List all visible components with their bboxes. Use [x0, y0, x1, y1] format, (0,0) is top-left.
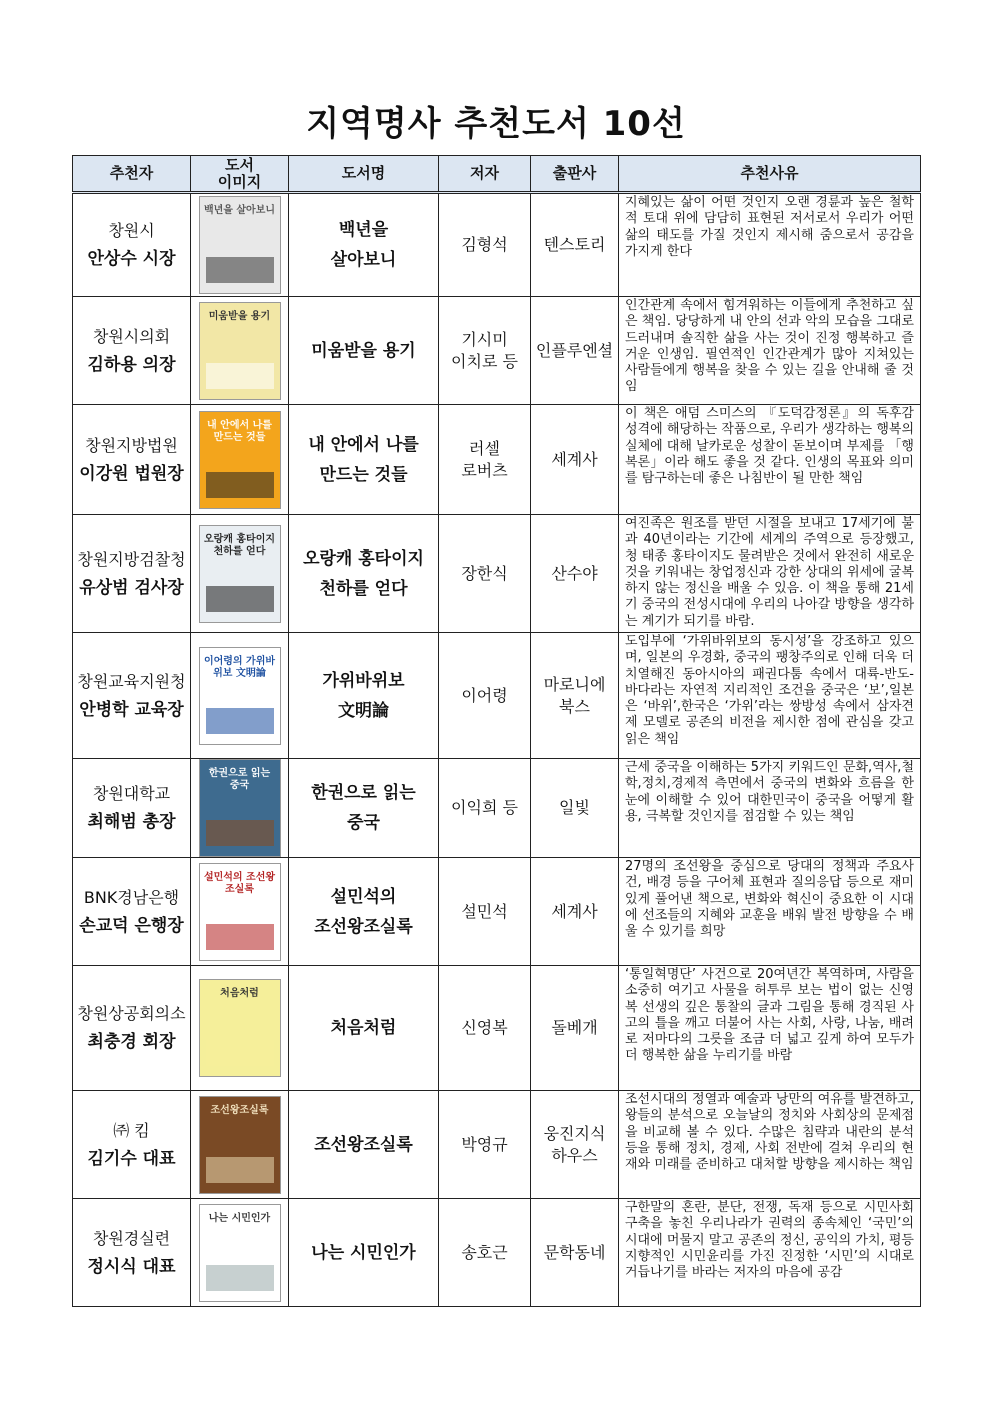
table-row: [73, 193, 921, 297]
recommender-org: 창원시: [108, 221, 155, 240]
header-row: [73, 156, 921, 193]
book-cover-image: [199, 1204, 281, 1302]
book-title-cell: [289, 405, 439, 515]
book-title-cell: [289, 515, 439, 633]
book-title-line2: 만드는 것들: [319, 464, 408, 485]
book-cover-image: [199, 1096, 281, 1194]
recommender-cell: [73, 1199, 191, 1307]
recommender-cell: [73, 966, 191, 1091]
recommender-cell: [73, 193, 191, 297]
author-line1: 설민석: [461, 901, 508, 921]
cover-art: [206, 1040, 274, 1066]
header-reason: 추천사유: [619, 156, 921, 193]
reason-cell: [619, 966, 921, 1091]
cover-art: [206, 586, 274, 612]
reason-text: 조선시대의 정열과 예술과 낭만의 여유를 발견하고, 왕들의 분석으로 오늘날의 정치와 사회상의 문제점을 비교해 볼 수 있다. 수많은 침략과 내란의 분석 등을 통해 정치, 경제, 사회 전반에 걸쳐 우리의 현재와 미래를 준비하고 대처할 방향을 제시하는 책임: [625, 1092, 914, 1173]
publisher-line1: 마로니에: [543, 674, 606, 694]
reason-text: 지혜있는 삶이 어떤 것인지 오랜 경륜과 높은 철학적 토대 위에 담담히 표현된 저서로서 우리가 어떤 삶의 태도를 가질 것인지 제시해 줌으로서 공감을 가지게 한다: [625, 195, 914, 259]
header-recommender: 추천자: [73, 156, 191, 193]
author-line1: 이익희 등: [451, 798, 518, 817]
publisher-line1: 인플루엔셜: [535, 340, 614, 360]
cover-title: 미움받을 용기: [208, 310, 271, 322]
book-cover-image: [199, 302, 281, 400]
publisher-line1: 돌베개: [551, 1018, 598, 1037]
cover-cell: [191, 193, 289, 297]
book-title-cell: [289, 1091, 439, 1199]
reason-cell: [619, 297, 921, 405]
publisher-cell: [531, 633, 619, 759]
book-title-line1: 내 안에서 나를: [308, 434, 419, 455]
recommender-cell: [73, 405, 191, 515]
author-cell: [439, 759, 531, 858]
cover-cell: [191, 297, 289, 405]
publisher-line1: 세계사: [551, 901, 598, 921]
book-title-cell: [289, 633, 439, 759]
cover-cell: [191, 759, 289, 858]
cover-title: 설민석의 조선왕조실록: [203, 871, 276, 895]
recommender-name: 안병학 교육장: [79, 699, 184, 720]
publisher-line1: 웅진지식: [543, 1123, 606, 1143]
recommender-name: 손교덕 은행장: [79, 915, 184, 936]
cover-art: [206, 472, 274, 498]
publisher-cell: [531, 193, 619, 297]
book-title-cell: [289, 858, 439, 966]
header-book: 도서명: [289, 156, 439, 193]
book-title-line2: 중국: [347, 813, 380, 833]
header-image-line2: 이미지: [217, 172, 262, 191]
book-title-cell: [289, 966, 439, 1091]
cover-title: 나는 시민인가: [208, 1212, 271, 1224]
reason-text: 구한말의 혼란, 분단, 전쟁, 독재 등으로 시민사회 구축을 놓친 우리나라가 권력의 종속체인 ‘국민’의 시대에 머물지 말고 공존의 정신, 공익의 가치, 평등 지향적인 시민윤리를 가진 진정한 ‘시민’의 시대로 거듭나기를 바라는 저자의 마음에 공감: [625, 1200, 914, 1281]
author-line1: 신영복: [461, 1018, 508, 1037]
recommender-name: 안상수 시장: [87, 249, 176, 269]
cover-art: [206, 1157, 274, 1183]
header-author: 저자: [439, 156, 531, 193]
cover-cell: [191, 633, 289, 759]
reason-text: 27명의 조선왕을 중심으로 당대의 정책과 주요사건, 배경 등을 구어체 표현과 질의응답 등으로 재미있게 풀어낸 책으로, 변화와 혁신이 중요한 이 시대에 선조들의 지혜와 교훈을 배워 발전 방향을 수 배울 수 있기를 희망: [625, 859, 914, 940]
reason-text: 도입부에 ‘가위바위보의 동시성’을 강조하고 있으며, 일본의 우경화, 중국의 팽창주의로 인해 더욱 더 치열해진 동아시아의 패권다툼 속에서 대륙-반도-바다라는 자연적 지리적인 조건을 중국은 ‘보’,일본은 ‘바위’,한국은 ‘가위’라는 쌍방성 속에서 삼자견제 모델로 공존의 비전을 제시한 점에 관심을 갖고 읽은 책임: [625, 634, 914, 747]
reason-cell: [619, 405, 921, 515]
recommender-name: 이강원 법원장: [79, 463, 184, 484]
table-row: [73, 515, 921, 633]
header-image: [191, 156, 289, 193]
book-title-cell: [289, 1199, 439, 1307]
book-cover-image: [199, 863, 281, 961]
cover-title: 오랑캐 홍타이지 천하를 얻다: [203, 533, 276, 557]
publisher-line2: 하우스: [551, 1145, 598, 1165]
table-row: [73, 1199, 921, 1307]
reason-cell: [619, 633, 921, 759]
reason-text: 이 책은 애덤 스미스의 『도덕감정론』의 독후감 성격에 해당하는 작품으로, 우리가 생각하는 행복의 실체에 대해 날카로운 성찰이 돋보이며 부제를 「행복론」이라 해도 좋을 것 같다. 인생의 목표와 의미를 탐구하는데 좋은 나침반이 될 만한 책임: [625, 406, 914, 487]
author-cell: [439, 966, 531, 1091]
author-line1: 송호근: [461, 1242, 508, 1262]
book-title-line1: 오랑캐 홍타이지: [303, 548, 424, 569]
publisher-line1: 산수야: [551, 563, 598, 583]
reason-text: 여진족은 원조를 받던 시절을 보내고 17세기에 불과 40년이라는 기간에 세계의 주역으로 등장했고, 청 태종 홍타이지도 물려받은 것에서 완전히 새로운 것을 키워내는 창업정신과 강한 상대의 위세에 굴복하지 않는 정신을 배울 수 있음. 이 책을 통해 21세기 중국의 전성시대에 우리의 나아갈 방향을 생각하는 계기가 되기를 바람.: [625, 516, 914, 629]
table-row: [73, 759, 921, 858]
book-title-line1: 가위바위보: [322, 670, 405, 691]
publisher-cell: [531, 966, 619, 1091]
author-cell: [439, 515, 531, 633]
table-row: [73, 1091, 921, 1199]
book-title-line2: 살아보니: [330, 250, 397, 270]
reason-cell: [619, 759, 921, 858]
author-line1: 장한식: [461, 563, 508, 583]
book-cover-image: [199, 196, 281, 294]
recommender-cell: [73, 297, 191, 405]
recommender-name: 정시식 대표: [87, 1256, 176, 1277]
cover-cell: [191, 1199, 289, 1307]
author-cell: [439, 1199, 531, 1307]
recommender-org: 창원경실련: [92, 1228, 171, 1248]
table-row: [73, 966, 921, 1091]
cover-cell: [191, 405, 289, 515]
cover-title: 한권으로 읽는 중국: [208, 768, 271, 791]
author-line1: 이어령: [461, 685, 508, 705]
recommender-org: 창원교육지원청: [77, 671, 186, 691]
publisher-line2: 북스: [559, 696, 590, 716]
book-title-line1: 미움받을 용기: [311, 340, 416, 361]
book-title-line1: 나는 시민인가: [311, 1242, 416, 1263]
book-cover-image: [199, 759, 281, 857]
recommender-cell: [73, 858, 191, 966]
book-title-line1: 처음처럼: [330, 1018, 397, 1038]
recommender-org: 창원상공회의소: [77, 1004, 186, 1023]
book-cover-image: [199, 979, 281, 1077]
book-title-line2: 조선왕조실록: [314, 916, 413, 937]
recommender-org: 창원시의회: [92, 326, 171, 346]
recommender-cell: [73, 515, 191, 633]
publisher-cell: [531, 515, 619, 633]
book-title-line1: 백년을: [338, 220, 389, 240]
author-cell: [439, 405, 531, 515]
recommender-cell: [73, 759, 191, 858]
publisher-cell: [531, 858, 619, 966]
author-cell: [439, 193, 531, 297]
table-row: [73, 633, 921, 759]
recommender-name: 김기수 대표: [87, 1148, 176, 1169]
book-title-cell: [289, 759, 439, 858]
recommender-name: 김하용 의장: [87, 354, 176, 375]
book-title-line1: 조선왕조실록: [314, 1134, 413, 1155]
book-title-cell: [289, 193, 439, 297]
cover-cell: [191, 515, 289, 633]
table-row: [73, 405, 921, 515]
recommender-cell: [73, 1091, 191, 1199]
recommender-org: 창원지방법원: [85, 435, 178, 455]
recommender-cell: [73, 633, 191, 759]
author-line1: 박영규: [461, 1134, 508, 1154]
publisher-line1: 일빛: [559, 798, 590, 817]
book-title-line2: 천하를 얻다: [319, 578, 408, 599]
reason-cell: [619, 1091, 921, 1199]
cover-title: 백년을 살아보니: [203, 205, 276, 216]
cover-cell: [191, 858, 289, 966]
author-line1: 기시미: [461, 329, 508, 349]
cover-title: 처음처럼: [220, 988, 259, 999]
author-cell: [439, 858, 531, 966]
cover-title: 내 안에서 나를 만드는 것들: [207, 419, 272, 443]
page-title: 지역명사 추천도서 10선: [306, 104, 686, 144]
author-cell: [439, 1091, 531, 1199]
recommender-name: 최해범 총장: [87, 812, 176, 832]
cover-art: [206, 363, 274, 389]
reason-cell: [619, 858, 921, 966]
cover-art: [206, 257, 274, 283]
recommender-name: 유상범 검사장: [79, 577, 184, 598]
cover-cell: [191, 1091, 289, 1199]
book-cover-image: [199, 411, 281, 509]
author-line2: 로버츠: [461, 460, 508, 480]
book-title-line2: 文明論: [338, 700, 389, 721]
cover-art: [206, 708, 274, 734]
reason-text: 인간관계 속에서 힘겨워하는 이들에게 추천하고 싶은 책임. 당당하게 내 안의 선과 악의 모습을 그대로 드러내며 솔직한 삶을 사는 것이 진정 행복하고 즐거운 인생임. 필연적인 인간관계가 많아 지쳐있는 사람들에게 행복을 찾을 수 있는 길을 안내해 줄 것임: [625, 298, 914, 395]
author-cell: [439, 297, 531, 405]
recommender-org: 창원대학교: [92, 784, 171, 803]
publisher-line1: 문학동네: [543, 1242, 606, 1262]
recommender-org: BNK경남은행: [83, 887, 180, 907]
cover-art: [206, 820, 274, 846]
table-row: [73, 858, 921, 966]
publisher-cell: [531, 759, 619, 858]
cover-title: 조선왕조실록: [210, 1104, 269, 1116]
header-publisher: 출판사: [531, 156, 619, 193]
publisher-cell: [531, 1199, 619, 1307]
table-row: [73, 297, 921, 405]
publisher-line1: 세계사: [551, 449, 598, 469]
reason-cell: [619, 515, 921, 633]
author-line1: 김형석: [461, 235, 508, 254]
author-line2: 이치로 등: [451, 351, 518, 371]
recommender-name: 최충경 회장: [87, 1032, 176, 1052]
cover-cell: [191, 966, 289, 1091]
book-table: [72, 155, 921, 1307]
author-cell: [439, 633, 531, 759]
book-title-line1: 한권으로 읽는: [311, 783, 416, 803]
recommender-org: 창원지방검찰청: [77, 549, 186, 569]
recommender-org: ㈜ 킴: [113, 1120, 150, 1140]
book-title-cell: [289, 297, 439, 405]
cover-title: 이어령의 가위바위보 文明論: [203, 655, 276, 679]
book-cover-image: [199, 647, 281, 745]
reason-text: ‘통일혁명단’ 사건으로 20여년간 복역하며, 사람을 소중히 여기고 사물을 허투루 보는 법이 없는 신영복 선생의 깊은 통찰의 글과 그림을 통해 경직된 사고의 틀을 깨고 더불어 사는 사회, 사랑, 나눔, 배려로 저마다의 그릇을 조금 더 넓고 깊게 하여 모두가 더 행복한 삶을 누리기를 바람: [625, 967, 914, 1064]
reason-text: 근세 중국을 이해하는 5가지 키워드인 문화,역사,철학,정치,경제적 측면에서 중국의 변화와 흐름을 한눈에 이해할 수 있어 대한민국이 중국을 어떻게 활용, 극복할 것인지를 점검할 수 있는 책임: [625, 760, 914, 824]
publisher-line1: 텐스토리: [543, 235, 606, 254]
publisher-cell: [531, 1091, 619, 1199]
reason-cell: [619, 193, 921, 297]
cover-art: [206, 1265, 274, 1291]
publisher-cell: [531, 405, 619, 515]
header-image-line1: 도서: [225, 155, 254, 174]
book-cover-image: [199, 525, 281, 623]
book-title-line1: 설민석의: [330, 886, 397, 907]
reason-cell: [619, 1199, 921, 1307]
cover-art: [206, 924, 274, 950]
publisher-cell: [531, 297, 619, 405]
author-line1: 러셀: [469, 438, 500, 458]
